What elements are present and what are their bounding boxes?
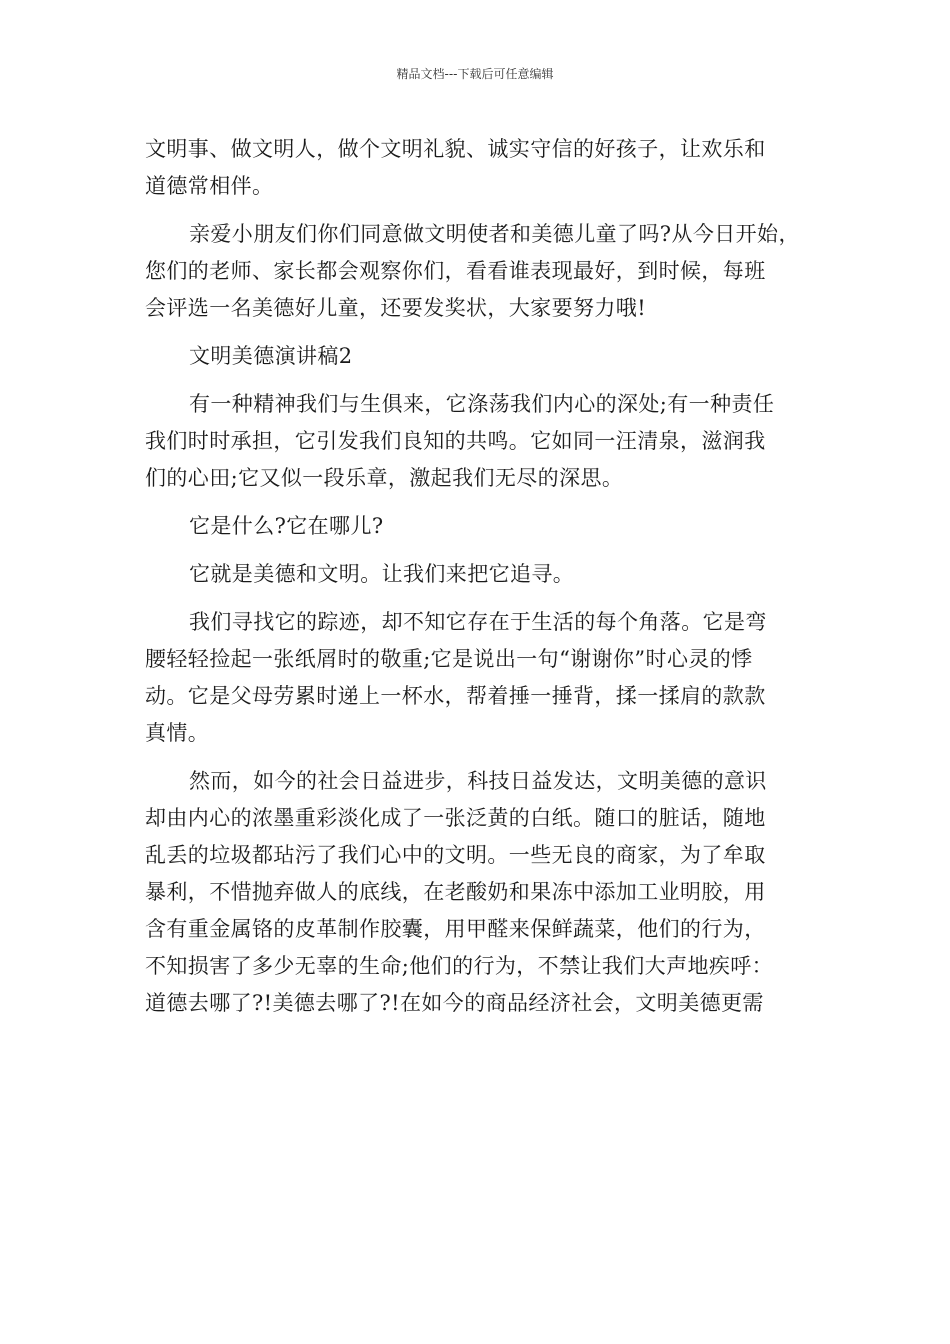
paragraph [145,508,815,545]
text-line: 亲爱小朋友们你们同意做文明使者和美德儿童了吗?从今日开始， [189,222,800,246]
text-line: 有一种精神我们与生俱来，它涤荡我们内心的深处;有一种责任 [189,392,775,416]
paragraph [145,216,815,327]
page-header: 精品文档---下载后可任意编辑 [396,67,554,81]
paragraph [145,763,815,1022]
text-line: 它是什么?它在哪儿? [189,514,384,538]
text-line: 真情。 [145,721,210,745]
paragraph [145,556,815,593]
text-line: 道德去哪了?!美德去哪了?!在如今的商品经济社会，文明美德更需 [145,991,764,1015]
text-line: 文明美德演讲稿2 [189,344,353,368]
text-line: 它就是美德和文明。让我们来把它追寻。 [189,562,575,586]
text-line: 我们时时承担，它引发我们良知的共鸣。它如同一汪清泉，滋润我 [145,429,766,453]
text-line: 道德常相伴。 [145,174,274,198]
text-line: 我们寻找它的踪迹，却不知它存在于生活的每个角落。它是弯 [189,610,767,634]
text-line: 暴利，不惜抛弃做人的底线，在老酸奶和果冻中添加工业明胶，用 [145,880,766,904]
text-line: 乱丢的垃圾都玷污了我们心中的文明。一些无良的商家，为了牟取 [145,843,766,867]
text-line: 腰轻轻捡起一张纸屑时的敬重;它是说出一句“谢谢你”时心灵的悸 [145,647,753,671]
text-line: 不知损害了多少无辜的生命;他们的行为，不禁让我们大声地疾呼： [145,954,774,978]
text-line: 却由内心的浓墨重彩淡化成了一张泛黄的白纸。随口的脏话，随地 [145,806,766,830]
document-body [145,131,815,1024]
text-line: 们的心田;它又似一段乐章，激起我们无尽的深思。 [145,466,624,490]
paragraph [145,604,815,752]
paragraph [145,131,815,205]
section-heading [145,338,815,375]
text-line: 动。它是父母劳累时递上一杯水，帮着捶一捶背，揉一揉肩的款款 [145,684,766,708]
text-line: 会评选一名美德好儿童，还要发奖状，大家要努力哦! [145,296,647,320]
text-line: 然而，如今的社会日益进步，科技日益发达，文明美德的意识 [189,769,767,793]
text-line: 您们的老师、家长都会观察你们，看看谁表现最好，到时候，每班 [145,259,766,283]
text-line: 含有重金属铬的皮革制作胶囊，用甲醛来保鲜蔬菜，他们的行为， [145,917,766,941]
text-line: 文明事、做文明人，做个文明礼貌、诚实守信的好孩子，让欢乐和 [145,137,766,161]
paragraph [145,386,815,497]
